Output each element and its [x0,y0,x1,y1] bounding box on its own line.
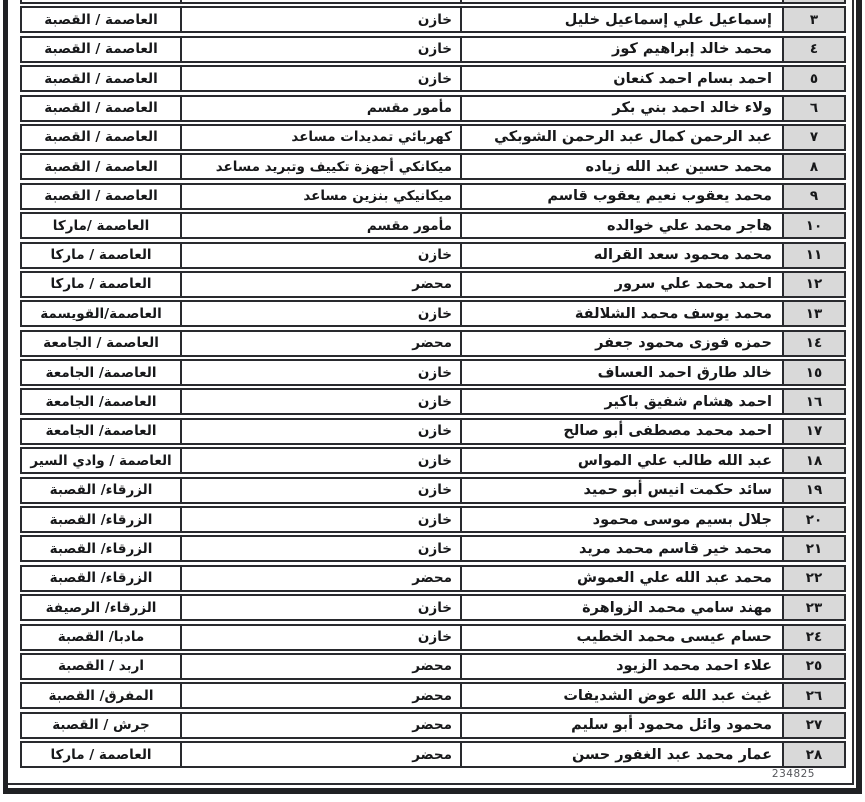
employee-name-cell: محمد يوسف محمد الشلالفة [462,302,784,325]
job-title-cell: خازن [182,390,462,413]
job-title-cell: مأمور مقسم [182,97,462,120]
location-cell [22,0,182,2]
row-number-cell: ١٧ [784,420,844,443]
row-number-cell: ٢٧ [784,714,844,737]
table-row [20,183,846,210]
table-row [20,95,846,122]
job-title-cell: خازن [182,596,462,619]
job-title-cell: محضر [182,684,462,707]
location-cell: العاصمة /ماركا [22,214,182,237]
page-frame-right-inner-line [852,0,854,785]
location-cell: العاصمة / القصبة [22,155,182,178]
job-title-cell: محضر [182,567,462,590]
job-title-cell: محضر [182,332,462,355]
table-row [20,477,846,504]
location-cell: اربد / القصبة [22,655,182,678]
job-title-cell: مأمور مقسم [182,214,462,237]
row-number-cell: ١٥ [784,361,844,384]
location-cell: العاصمة/القويسمة [22,302,182,325]
row-number-cell: ٩ [784,185,844,208]
job-title-cell: خازن [182,361,462,384]
employee-name-cell: محمد محمود سعد القراله [462,244,784,267]
row-number-cell: ٢٤ [784,626,844,649]
row-number-cell: ٢١ [784,537,844,560]
row-number-cell: ٧ [784,126,844,149]
table-row [20,594,846,621]
location-cell: العاصمة / ماركا [22,743,182,766]
location-cell: الزرقاء/ القصبة [22,479,182,502]
job-title-cell: محضر [182,743,462,766]
table-row [20,242,846,269]
row-number-cell: ١٠ [784,214,844,237]
location-cell: الزرقاء/ القصبة [22,537,182,560]
employee-name-cell: مهند سامي محمد الزواهرة [462,596,784,619]
row-number-cell: ٦ [784,97,844,120]
employee-name-cell: عمار محمد عبد الغفور حسن [462,743,784,766]
job-title-cell: محضر [182,655,462,678]
location-cell: العاصمة / وادي السير [22,449,182,472]
row-number-cell: ٢٣ [784,596,844,619]
location-cell: العاصمة/ الجامعة [22,390,182,413]
location-cell: الزرقاء/ القصبة [22,508,182,531]
table-row [20,624,846,651]
table-row [20,447,846,474]
employee-name-cell: احمد محمد علي سرور [462,273,784,296]
job-title-cell: خازن [182,508,462,531]
location-cell: مادبا/ القصبة [22,626,182,649]
page-frame-bottom-border [3,788,862,794]
employee-name-cell: علاء احمد محمد الزيود [462,655,784,678]
table-row [20,300,846,327]
table-row [20,359,846,386]
personnel-table [20,0,846,768]
location-cell: العاصمة / القصبة [22,67,182,90]
table-row [20,271,846,298]
job-title-cell: كهربائي تمديدات مساعد [182,126,462,149]
row-number-cell: ٢٥ [784,655,844,678]
table-row [20,65,846,92]
employee-name-cell: عبد الرحمن كمال عبد الرحمن الشوبكي [462,126,784,149]
row-number-cell: ١٦ [784,390,844,413]
location-cell: العاصمة / القصبة [22,126,182,149]
location-cell: العاصمة/ الجامعة [22,361,182,384]
employee-name-cell: حمزه فوزى محمود جعفر [462,332,784,355]
row-number-cell: ٢٦ [784,684,844,707]
row-number-cell: ٢٨ [784,743,844,766]
table-row [20,565,846,592]
employee-name-cell: احمد بسام احمد كنعان [462,67,784,90]
location-cell: الزرقاء/ الرصيفة [22,596,182,619]
page-frame-right-border [856,0,862,794]
page-frame-left-border [3,0,8,794]
row-number-cell: ١١ [784,244,844,267]
location-cell: العاصمة / الجامعة [22,332,182,355]
location-cell: العاصمة / القصبة [22,185,182,208]
table-row [20,653,846,680]
row-number-cell: ١٨ [784,449,844,472]
employee-name-cell: احمد هشام شفيق باكير [462,390,784,413]
employee-name-cell: محمد عبد الله علي العموش [462,567,784,590]
employee-name-cell: هاجر محمد علي خوالده [462,214,784,237]
job-title-cell: خازن [182,449,462,472]
employee-name-cell: محمد خير قاسم محمد مريد [462,537,784,560]
table-row [20,682,846,709]
employee-name-cell: محمد خالد إبراهيم كوز [462,38,784,61]
row-number-cell: ١٢ [784,273,844,296]
location-cell: العاصمة / ماركا [22,273,182,296]
job-title-cell: خازن [182,420,462,443]
row-number-cell: ١٣ [784,302,844,325]
location-cell: العاصمة / القصبة [22,97,182,120]
job-title-cell [182,0,462,2]
job-title-cell: ميكانيكي بنزين مساعد [182,185,462,208]
row-number-cell: ٨ [784,155,844,178]
location-cell: الزرقاء/ القصبة [22,567,182,590]
job-title-cell: خازن [182,244,462,267]
page-frame-bottom-inner-line [8,783,854,785]
employee-name-cell: محمد حسين عبد الله زياده [462,155,784,178]
table-row [20,330,846,357]
location-cell: العاصمة / القصبة [22,8,182,31]
employee-name-cell: عبد الله طالب علي المواس [462,449,784,472]
table-row [20,418,846,445]
employee-name-cell: احمد محمد مصطفى أبو صالح [462,420,784,443]
job-title-cell: خازن [182,626,462,649]
table-row-partial-top [20,0,846,4]
row-number-cell: ١٩ [784,479,844,502]
employee-name-cell: ولاء خالد احمد بني بكر [462,97,784,120]
employee-name-cell: خالد طارق احمد العساف [462,361,784,384]
location-cell: المفرق/ القصبة [22,684,182,707]
job-title-cell: خازن [182,67,462,90]
job-title-cell: ميكانكي أجهزة تكييف وتبريد مساعد [182,155,462,178]
employee-name-cell: محمد يعقوب نعيم يعقوب قاسم [462,185,784,208]
table-row [20,153,846,180]
employee-name-cell: غيث عبد الله عوض الشديفات [462,684,784,707]
table-row [20,388,846,415]
table-row [20,535,846,562]
table-row [20,712,846,739]
table-row [20,6,846,33]
row-number-cell [784,0,844,2]
employee-name-cell [462,0,784,2]
document-stamp-number: 234825 [771,768,815,780]
location-cell: العاصمة/ الجامعة [22,420,182,443]
location-cell: جرش / القصبة [22,714,182,737]
employee-name-cell: حسام عيسى محمد الخطيب [462,626,784,649]
table-row [20,506,846,533]
employee-name-cell: محمود وائل محمود أبو سليم [462,714,784,737]
job-title-cell: خازن [182,8,462,31]
row-number-cell: ١٤ [784,332,844,355]
job-title-cell: محضر [182,273,462,296]
job-title-cell: محضر [182,714,462,737]
job-title-cell: خازن [182,479,462,502]
employee-name-cell: إسماعيل علي إسماعيل خليل [462,8,784,31]
table-row [20,36,846,63]
location-cell: العاصمة / القصبة [22,38,182,61]
table-row [20,212,846,239]
table-row [20,741,846,768]
row-number-cell: ٢٢ [784,567,844,590]
table-row [20,124,846,151]
job-title-cell: خازن [182,38,462,61]
row-number-cell: ٤ [784,38,844,61]
employee-name-cell: جلال بسيم موسى محمود [462,508,784,531]
row-number-cell: ٣ [784,8,844,31]
job-title-cell: خازن [182,302,462,325]
row-number-cell: ٢٠ [784,508,844,531]
job-title-cell: خازن [182,537,462,560]
row-number-cell: ٥ [784,67,844,90]
employee-name-cell: سائد حكمت انيس أبو حميد [462,479,784,502]
location-cell: العاصمة / ماركا [22,244,182,267]
